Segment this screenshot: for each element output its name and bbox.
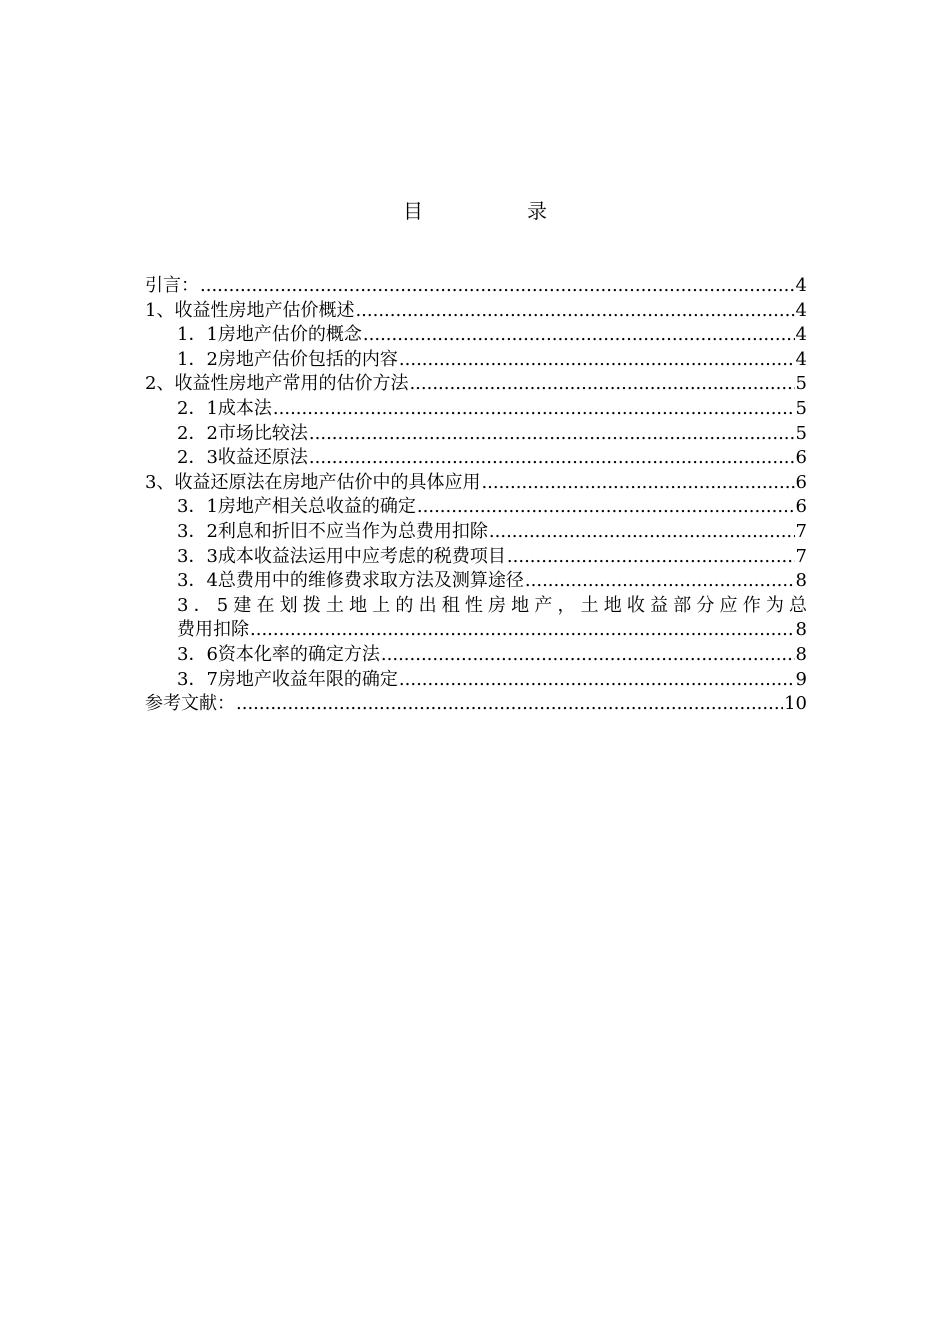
toc-page-number: 7 [795, 520, 807, 542]
toc-entry-3-5-line-2[interactable] [145, 618, 807, 643]
toc-leader-dots [250, 618, 795, 643]
toc-leader-dots [236, 692, 783, 717]
toc-leader-dots [363, 323, 795, 348]
toc-page-number: 6 [795, 447, 807, 469]
toc-title-char-2: 录 [527, 199, 547, 223]
toc-entry-label: 2．3收益还原法 [177, 447, 308, 469]
toc-entry-3-5-line-1[interactable] [145, 594, 807, 619]
toc-title [0, 197, 950, 225]
toc-leader-dots [507, 545, 795, 570]
toc-entry-label: 3．4总费用中的维修费求取方法及测算途径 [177, 570, 524, 592]
toc-entry-2-3[interactable] [145, 446, 807, 471]
toc-leader-dots [309, 422, 795, 447]
toc-entry-label: 3．7房地产收益年限的确定 [177, 668, 398, 690]
toc-page-number: 5 [795, 422, 807, 444]
toc-entry-2-1[interactable] [145, 397, 807, 422]
toc-entry-label: 3．2利息和折旧不应当作为总费用扣除 [177, 520, 488, 542]
toc-entry-chapter-3[interactable] [145, 471, 807, 496]
toc-title-char-1: 目 [403, 199, 423, 223]
toc-entry-1-2[interactable] [145, 348, 807, 373]
toc-entry-label: 1．1房地产估价的概念 [177, 324, 362, 346]
toc-page-number: 4 [795, 275, 807, 296]
toc-leader-dots [481, 471, 794, 496]
toc-page-number: 4 [795, 299, 807, 321]
toc-page-number: 6 [795, 496, 807, 518]
toc-entry-3-7[interactable] [145, 668, 807, 693]
toc-page-number: 6 [795, 471, 807, 493]
toc-page-number: 8 [795, 619, 807, 641]
toc-entry-intro[interactable] [145, 274, 807, 299]
toc-leader-dots [399, 668, 795, 693]
toc-page-number: 4 [795, 324, 807, 346]
toc-page-number: 9 [795, 668, 807, 690]
toc-page-number: 8 [795, 570, 807, 592]
toc-leader-dots [309, 446, 795, 471]
toc-entry-3-4[interactable] [145, 569, 807, 594]
toc-entry-3-6[interactable] [145, 643, 807, 668]
toc-entry-label: 3．5建在划拨土地上的出租性房地产，土地收益部分应作为总 [177, 594, 807, 616]
toc-entry-label: 引言： [145, 275, 199, 296]
toc-leader-dots [409, 372, 794, 397]
toc-leader-dots [355, 299, 794, 324]
toc-entry-references[interactable] [145, 692, 807, 717]
toc-entry-3-1[interactable] [145, 495, 807, 520]
toc-leader-dots [417, 495, 795, 520]
toc-page-number: 5 [795, 373, 807, 395]
toc-entry-label: 3、收益还原法在房地产估价中的具体应用 [145, 471, 481, 493]
toc-entry-3-3[interactable] [145, 545, 807, 570]
toc-entry-label: 3．3成本收益法运用中应考虑的税费项目 [177, 545, 506, 567]
toc-entry-label: 参考文献： [145, 693, 235, 715]
toc-leader-dots [489, 520, 795, 545]
toc-page-number: 8 [795, 643, 807, 665]
toc-entry-3-2[interactable] [145, 520, 807, 545]
toc-entry-label: 2．1成本法 [177, 397, 272, 419]
toc-leader-dots [273, 397, 795, 422]
toc-entry-label: 3．1房地产相关总收益的确定 [177, 496, 416, 518]
toc-entry-label: 2、收益性房地产常用的估价方法 [145, 373, 409, 395]
table-of-contents [145, 274, 807, 717]
toc-entry-2-2[interactable] [145, 422, 807, 447]
toc-leader-dots [399, 348, 795, 373]
toc-page-number: 4 [795, 348, 807, 370]
toc-entry-chapter-1[interactable] [145, 299, 807, 324]
toc-page-number: 5 [795, 397, 807, 419]
toc-page-number: 10 [784, 693, 807, 715]
toc-page-number: 7 [795, 545, 807, 567]
toc-entry-chapter-2[interactable] [145, 372, 807, 397]
toc-entry-label-continued: 费用扣除 [177, 619, 249, 641]
toc-leader-dots [381, 643, 795, 668]
toc-entry-label: 3．6资本化率的确定方法 [177, 643, 380, 665]
toc-leader-dots [525, 569, 795, 594]
toc-entry-label: 1、收益性房地产估价概述 [145, 299, 355, 321]
toc-entry-label: 1．2房地产估价包括的内容 [177, 348, 398, 370]
toc-leader-dots [200, 274, 795, 299]
toc-entry-1-1[interactable] [145, 323, 807, 348]
toc-entry-label: 2．2市场比较法 [177, 422, 308, 444]
